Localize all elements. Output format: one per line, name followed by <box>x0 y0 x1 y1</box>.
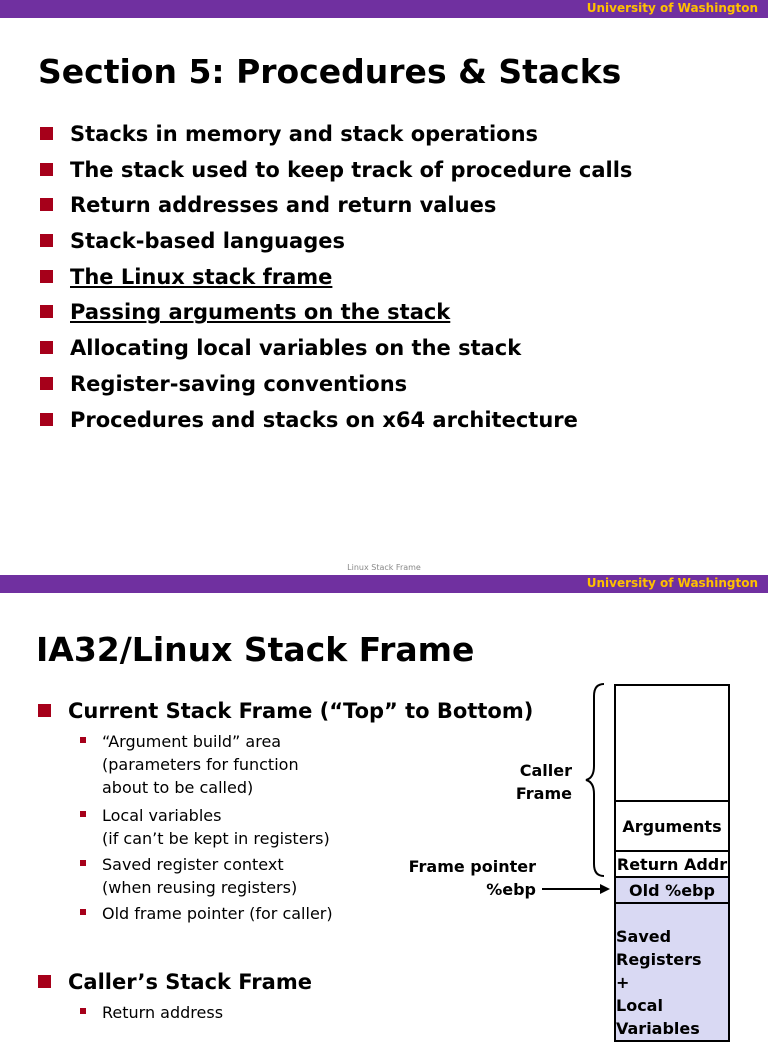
bullet-item: Stacks in memory and stack operations <box>40 122 632 158</box>
stack-cell-return-addr: Return Addr <box>614 850 730 878</box>
sub-bullet-square-icon <box>80 909 86 915</box>
stack-cell-caller-upper <box>614 684 730 802</box>
frame-pointer-label: Frame pointer %ebp <box>408 857 536 899</box>
stack-cell-saved-registers: Saved Registers + Local Variables <box>614 902 730 1042</box>
bullet-square-icon <box>40 377 53 390</box>
slide-footer: Linux Stack Frame <box>347 563 421 572</box>
sub-bullet-square-icon <box>80 737 86 743</box>
bullet-square-icon <box>38 704 51 717</box>
slide1-bullet-list <box>40 122 632 443</box>
sub-bullet: Return address <box>80 1001 223 1024</box>
bullet-item: Procedures and stacks on x64 architecture <box>40 408 632 444</box>
caller-frame-heading: Caller’s Stack Frame <box>38 970 312 994</box>
university-label: University of Washington <box>586 576 758 590</box>
university-label: University of Washington <box>586 1 758 15</box>
sub-bullet: Local variables (if can’t be kept in registers) <box>80 804 330 850</box>
sub-bullet-square-icon <box>80 811 86 817</box>
current-frame-heading: Current Stack Frame (“Top” to Bottom) <box>38 699 533 723</box>
sub-bullet-square-icon <box>80 1008 86 1014</box>
bullet-square-icon <box>38 975 51 988</box>
header-bar <box>0 575 768 593</box>
sub-bullet: “Argument build” area (parameters for function about to be called) <box>80 730 299 799</box>
bullet-item: The stack used to keep track of procedure calls <box>40 158 632 194</box>
bullet-square-icon <box>40 305 53 318</box>
bullet-square-icon <box>40 413 53 426</box>
bullet-square-icon <box>40 127 53 140</box>
bullet-item: Passing arguments on the stack <box>40 300 632 336</box>
bullet-square-icon <box>40 198 53 211</box>
slide1-title: Section 5: Procedures & Stacks <box>38 52 622 91</box>
slide2-title: IA32/Linux Stack Frame <box>36 630 475 669</box>
bullet-square-icon <box>40 163 53 176</box>
bullet-square-icon <box>40 270 53 283</box>
bullet-item: Stack-based languages <box>40 229 632 265</box>
bullet-square-icon <box>40 234 53 247</box>
stack-cell-arguments: Arguments <box>614 800 730 852</box>
sub-bullet: Old frame pointer (for caller) <box>80 902 333 925</box>
caller-frame-brace-icon <box>582 682 612 882</box>
bullet-item: Allocating local variables on the stack <box>40 336 632 372</box>
stack-cell-old-ebp: Old %ebp <box>614 876 730 904</box>
bullet-item: Register-saving conventions <box>40 372 632 408</box>
sub-bullet-square-icon <box>80 860 86 866</box>
sub-bullet: Saved register context (when reusing registers) <box>80 853 297 899</box>
bullet-item: The Linux stack frame <box>40 265 632 301</box>
bullet-item: Return addresses and return values <box>40 193 632 229</box>
frame-pointer-arrow-icon <box>542 882 612 896</box>
header-bar <box>0 0 768 18</box>
bullet-square-icon <box>40 341 53 354</box>
caller-frame-label: Caller Frame <box>515 761 572 803</box>
